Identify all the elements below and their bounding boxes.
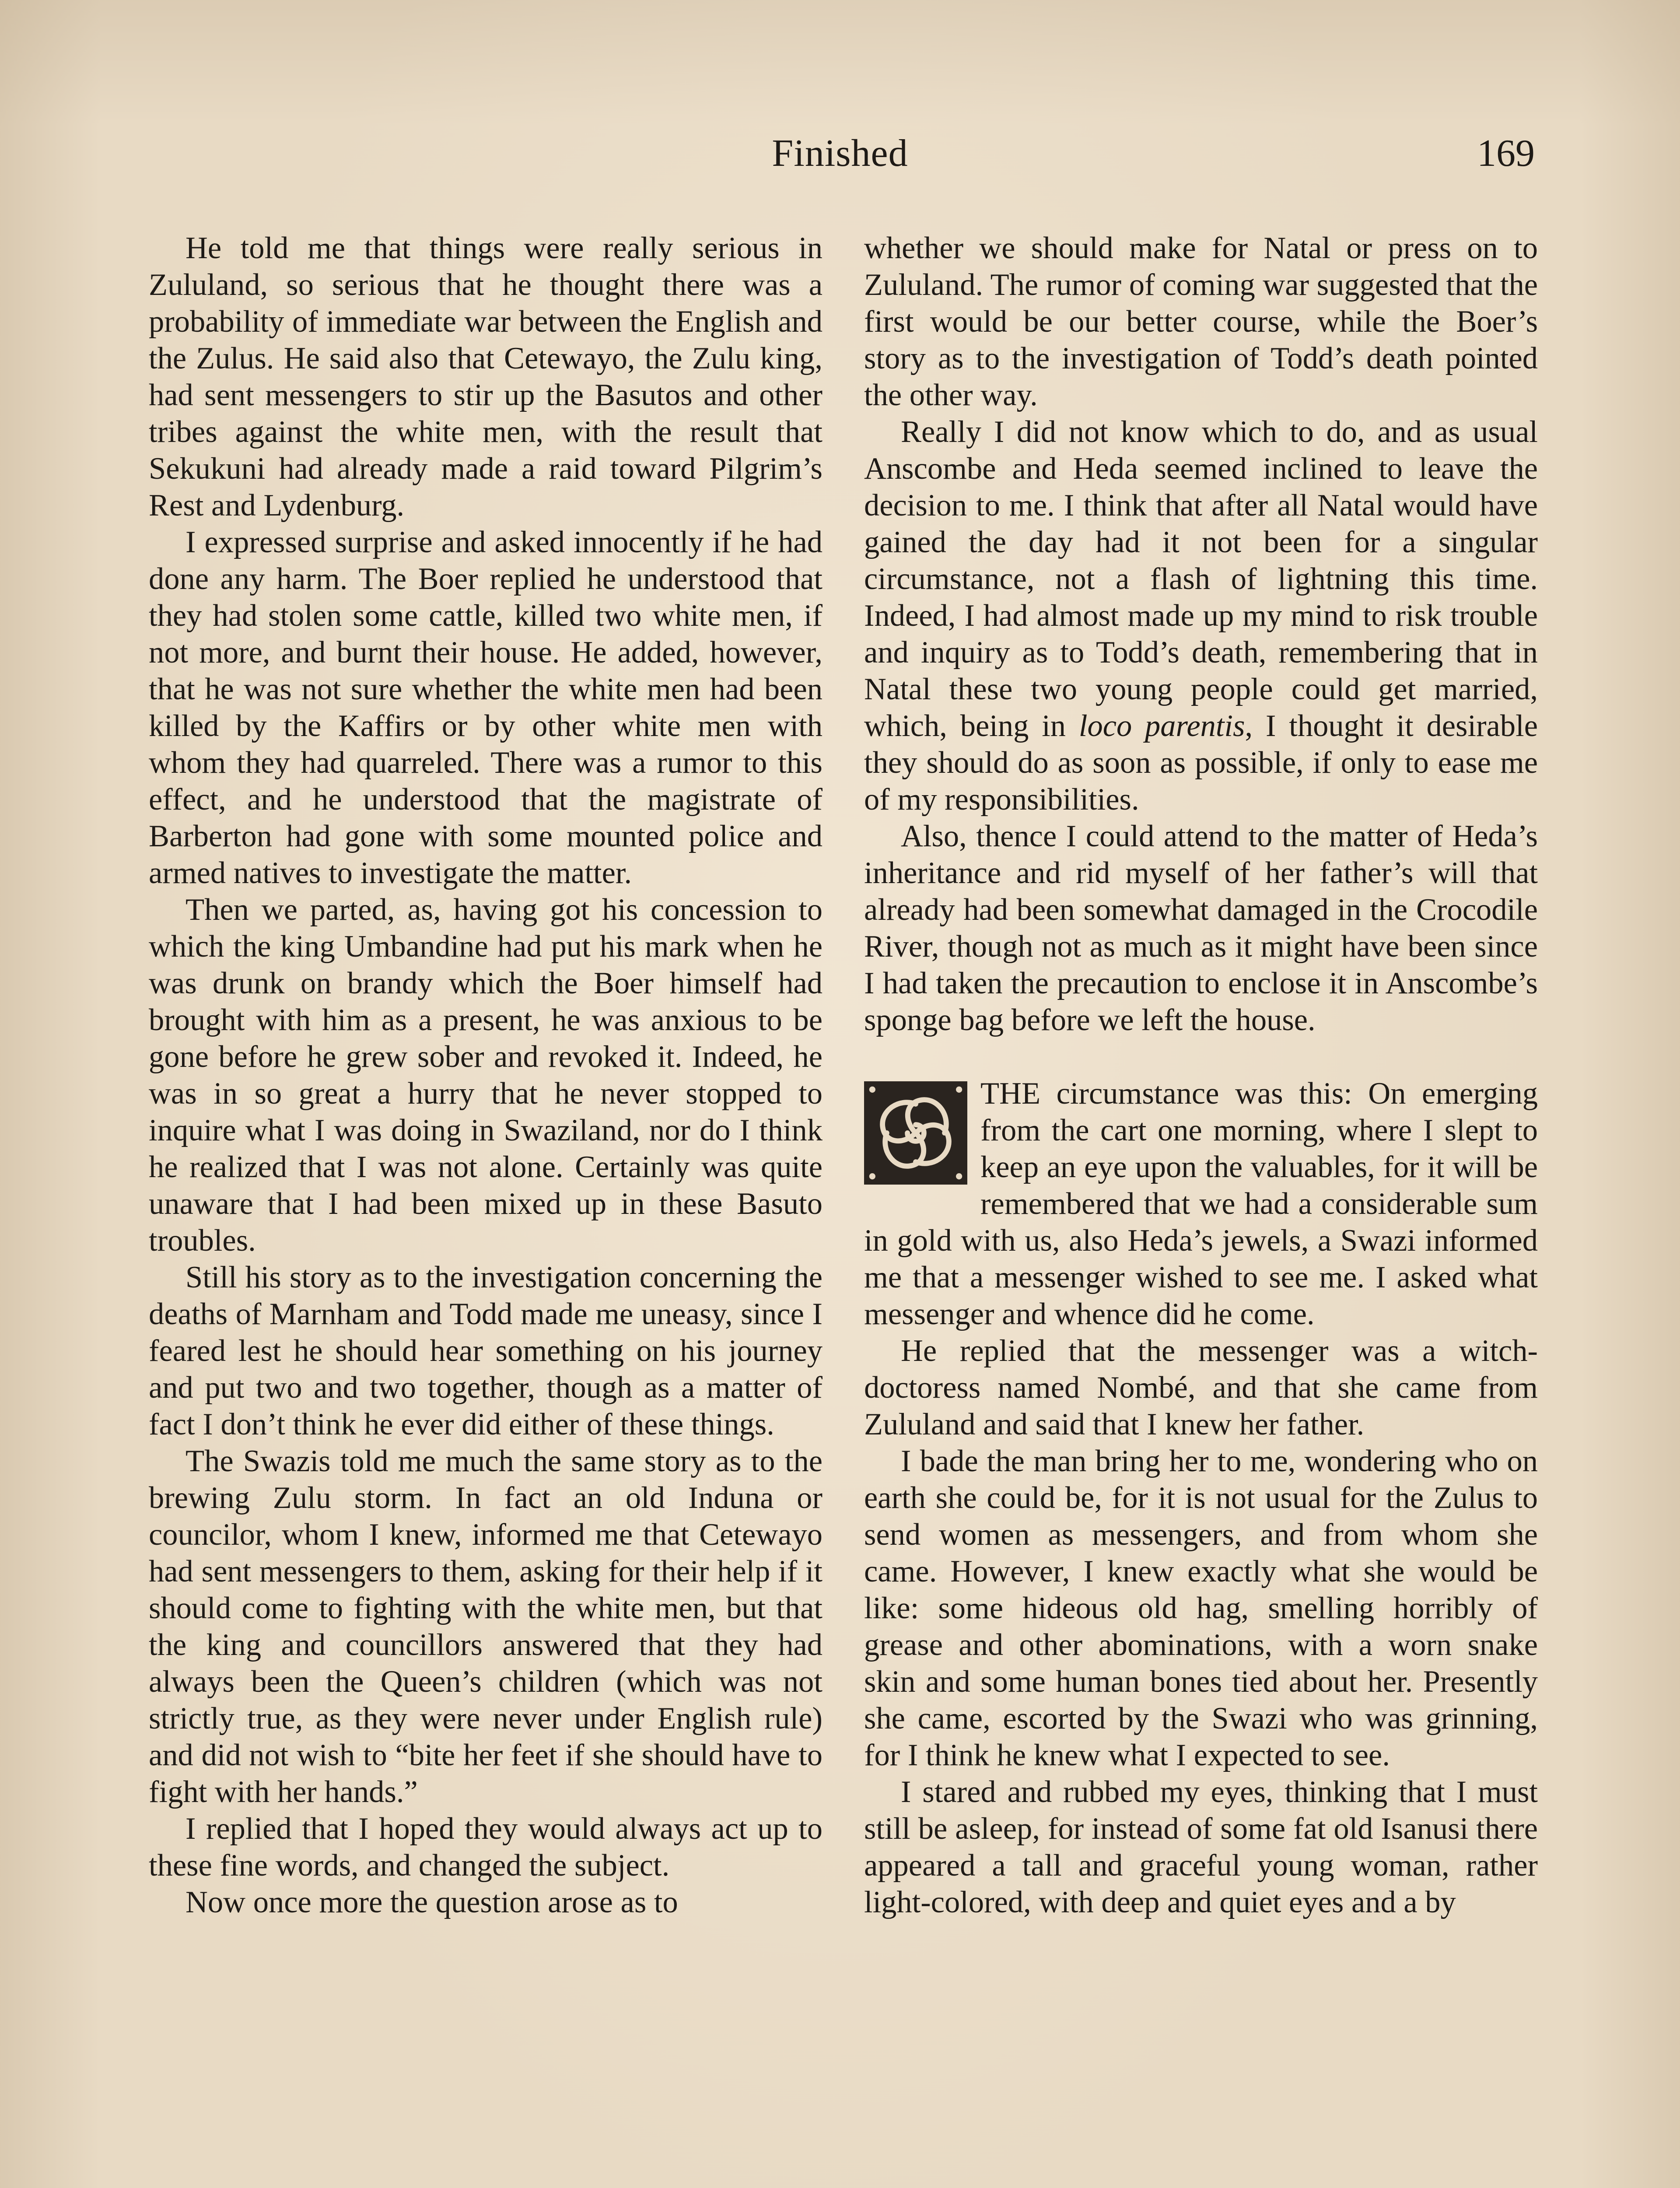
page-header xyxy=(0,131,1680,193)
paragraph: The Swazis told me much the same story as to the brewing Zulu storm. In fact an old Induna or councilor, whom I knew, informed me that Cetewayo had sent messengers to them, asking for their help if it should come to fighting with the white men, but that the king and councillors answered that they had always been the Queen’s children (which was not strictly true, as they were never under English rule) and did not wish to “bite her feet if she should have to fight with her hands.” xyxy=(149,1444,822,1809)
ornament-swirl-icon xyxy=(864,1081,967,1185)
paragraph-text: circumstance was this: On emerging from the cart one morning, where I slept to keep an eye upon the valuables, for it will be remembered that we had a considerable sum in gold with us, also Heda’s jewels, a Swazi informed me that a messenger wished to see me. I asked what messenger and whence did he come. xyxy=(864,1076,1538,1331)
paragraph-text: , I thought it desirable they should do as soon as possible, if only to ease me of my responsibilities. xyxy=(864,709,1538,817)
paragraph: He replied that the messenger was a witch-doctoress named Nombé, and that she came from Zululand and said that I knew her father. xyxy=(864,1334,1538,1441)
paragraph: I stared and rubbed my eyes, thinking that I must still be asleep, for instead of some fat old Isanusi there appeared a tall and graceful young woman, rather light-colored, with deep and quiet eyes and a by xyxy=(864,1775,1538,1919)
paragraph-text: Really I did not know which to do, and as usual Anscombe and Heda seemed inclined to leave the decision to me. I think that after all Natal would have gained the day had it not been for a singular circumstance, not a flash of lightning this time. Indeed, I had almost made up my mind to risk trouble and inquiry as to Todd’s death, remembering that in Natal these two young people could get married, which, being in xyxy=(864,415,1538,743)
latin-phrase: loco parentis xyxy=(1078,709,1245,743)
running-title: Finished xyxy=(772,132,908,175)
paragraph: Then we parted, as, having got his concession to which the king Umbandine had put his mark when he was drunk on brandy which the Boer himself had brought with him as a present, he was anxious to be gone before he grew sober and revoked it. Indeed, he was in so great a hurry that he never stopped to inquire what I was doing in Swaziland, nor do I think he realized that I was not alone. Certainly was quite unaware that I had been mixed up in these Basuto troubles. xyxy=(149,893,822,1258)
paragraph: I expressed surprise and asked innocently if he had done any harm. The Boer replied he understood that they had stolen some cattle, killed two white men, if not more, and burnt their house. He added, however, that he was not sure whether the white men had been killed by the Kaffirs or by other white men with whom they had quarreled. There was a rumor to this effect, and he understood that the magistrate of Barberton had gone with some mounted police and armed natives to investigate the matter. xyxy=(149,525,822,890)
ornament-paragraph xyxy=(864,1075,1538,1332)
left-column xyxy=(149,230,822,1921)
section-break xyxy=(864,1038,1538,1075)
dropcap-word: THE xyxy=(980,1076,1041,1111)
paragraph: I replied that I hoped they would always act up to these fine words, and changed the subject. xyxy=(149,1812,822,1883)
page-number: 169 xyxy=(1477,132,1535,175)
paragraph: Now once more the question arose as to xyxy=(186,1885,678,1919)
paragraph: Also, thence I could attend to the matter of Heda’s inheritance and rid myself of her father’s will that already had been somewhat damaged in the Crocodile River, though not as much as it might have been since I had taken the precaution to enclose it in Anscombe’s sponge bag before we left the house. xyxy=(864,819,1538,1037)
paragraph: I bade the man bring her to me, wondering who on earth she could be, for it is not usual for the Zulus to send women as messengers, and from whom she came. However, I knew exactly what she would be like: some hideous old hag, smelling horribly of grease and other abominations, with a worn snake skin and some human bones tied about her. Presently she came, escorted by the Swazi who was grinning, for I think he knew what I expected to see. xyxy=(864,1444,1538,1772)
continued-paragraph: whether we should make for Natal or press on to Zululand. The rumor of coming war suggested that the first would be our better course, while the Boer’s story as to the investigation of Todd’s death pointed the other way. xyxy=(864,231,1538,412)
paragraph xyxy=(864,414,1538,818)
right-column xyxy=(864,230,1538,1921)
paragraph: Still his story as to the investigation concerning the deaths of Marnham and Todd made me uneasy, since I feared lest he should hear something on his journey and put two and two together, though as a matter of fact I don’t think he ever did either of these things. xyxy=(149,1260,822,1441)
paragraph: He told me that things were really serious in Zululand, so serious that he thought there was a probability of immediate war between the English and the Zulus. He said also that Cetewayo, the Zulu king, had sent messengers to stir up the Basutos and other tribes against the white men, with the result that Sekukuni had already made a raid toward Pilgrim’s Rest and Lydenburg. xyxy=(149,231,822,522)
